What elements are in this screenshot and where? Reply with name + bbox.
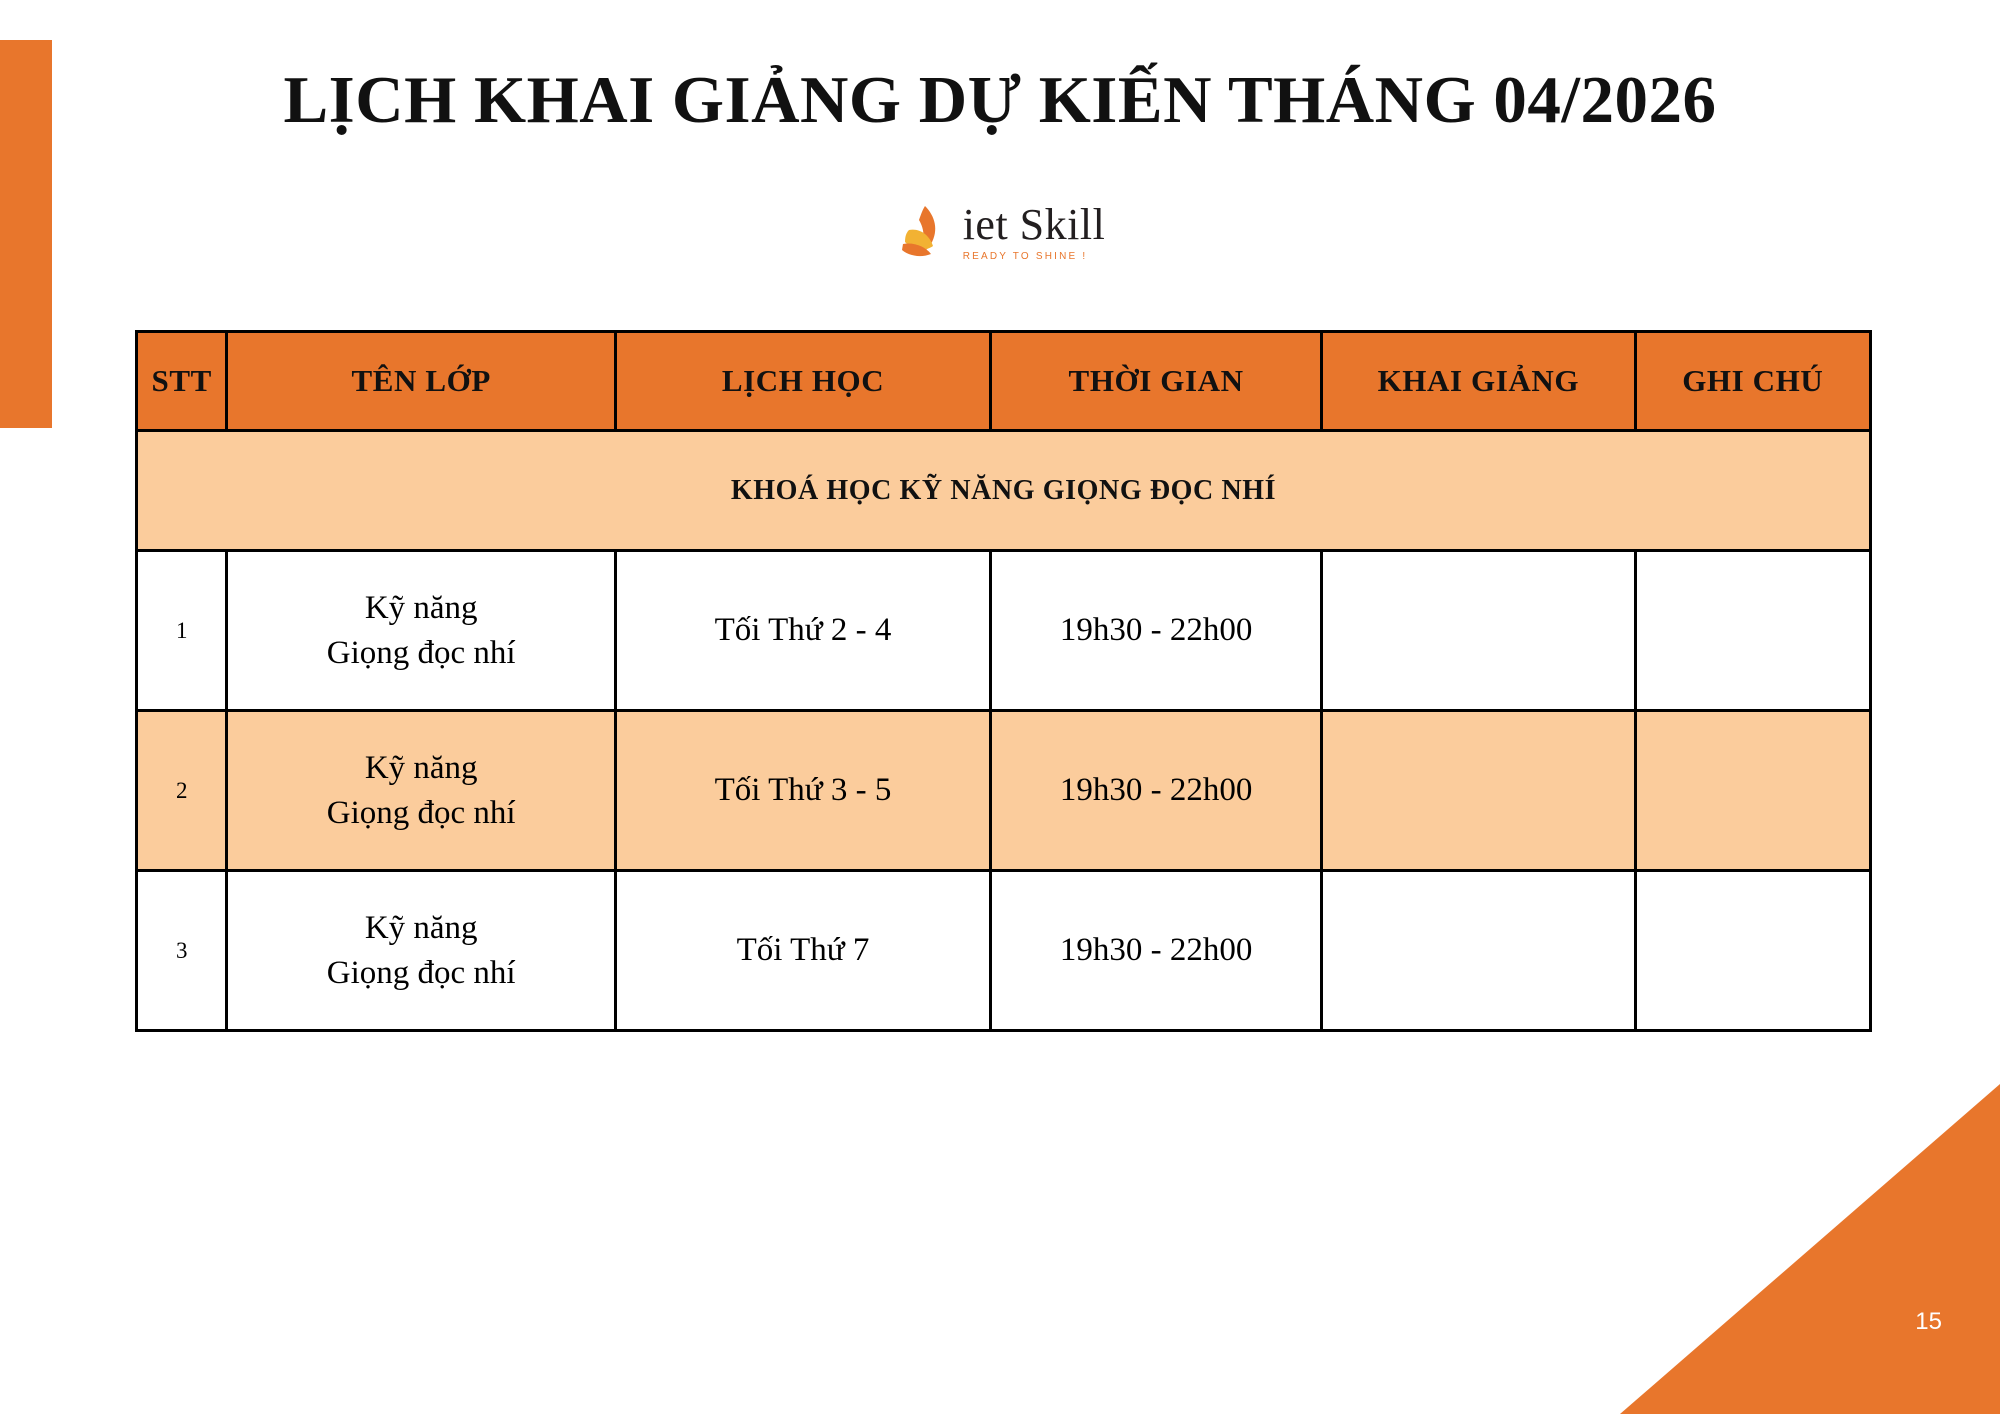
cell-lich-hoc: Tối Thứ 2 - 4 [615, 551, 990, 711]
column-header-thoi-gian: THỜI GIAN [991, 332, 1322, 431]
cell-stt: 1 [137, 551, 227, 711]
column-header-khai-giang: KHAI GIẢNG [1322, 332, 1635, 431]
column-header-lich-hoc: LỊCH HỌC [615, 332, 990, 431]
flame-logo-icon [895, 200, 957, 262]
cell-stt: 2 [137, 711, 227, 871]
decorative-corner-shape [1460, 1084, 2000, 1414]
cell-khai-giang [1322, 871, 1635, 1031]
brand-logo [0, 200, 2000, 262]
logo-tagline: READY TO SHINE ! [962, 251, 1088, 262]
cell-ten-lop [227, 711, 616, 871]
table-section-row [137, 431, 1871, 551]
class-name-line2: Giọng đọc nhí [326, 794, 516, 831]
column-header-ten-lop: TÊN LỚP [227, 332, 616, 431]
cell-khai-giang [1322, 711, 1635, 871]
cell-ghi-chu [1635, 711, 1870, 871]
class-name-line1: Kỹ năng [364, 589, 478, 626]
cell-thoi-gian: 19h30 - 22h00 [991, 871, 1322, 1031]
table-row [137, 711, 1871, 871]
class-name-line2: Giọng đọc nhí [326, 634, 516, 671]
cell-khai-giang [1322, 551, 1635, 711]
cell-lich-hoc: Tối Thứ 3 - 5 [615, 711, 990, 871]
cell-lich-hoc: Tối Thứ 7 [615, 871, 990, 1031]
schedule-table-container [135, 330, 1872, 1032]
cell-ghi-chu [1635, 871, 1870, 1031]
page-title: LỊCH KHAI GIẢNG DỰ KIẾN THÁNG 04/2026 [283, 63, 1717, 137]
page-number: 15 [1915, 1308, 1942, 1335]
cell-thoi-gian: 19h30 - 22h00 [991, 711, 1322, 871]
column-header-ghi-chu: GHI CHÚ [1635, 332, 1870, 431]
cell-ten-lop [227, 551, 616, 711]
logo-wordmark: iet Skill [962, 200, 1106, 249]
class-name-line1: Kỹ năng [364, 749, 478, 786]
table-row [137, 551, 1871, 711]
column-header-stt: STT [137, 332, 227, 431]
cell-ghi-chu [1635, 551, 1870, 711]
schedule-table [135, 330, 1872, 1032]
table-row [137, 871, 1871, 1031]
class-name-line1: Kỹ năng [364, 909, 478, 946]
class-name-line2: Giọng đọc nhí [326, 954, 516, 991]
cell-thoi-gian: 19h30 - 22h00 [991, 551, 1322, 711]
cell-stt: 3 [137, 871, 227, 1031]
section-title: KHOÁ HỌC KỸ NĂNG GIỌNG ĐỌC NHÍ [137, 431, 1871, 551]
cell-ten-lop [227, 871, 616, 1031]
table-header-row [137, 332, 1871, 431]
